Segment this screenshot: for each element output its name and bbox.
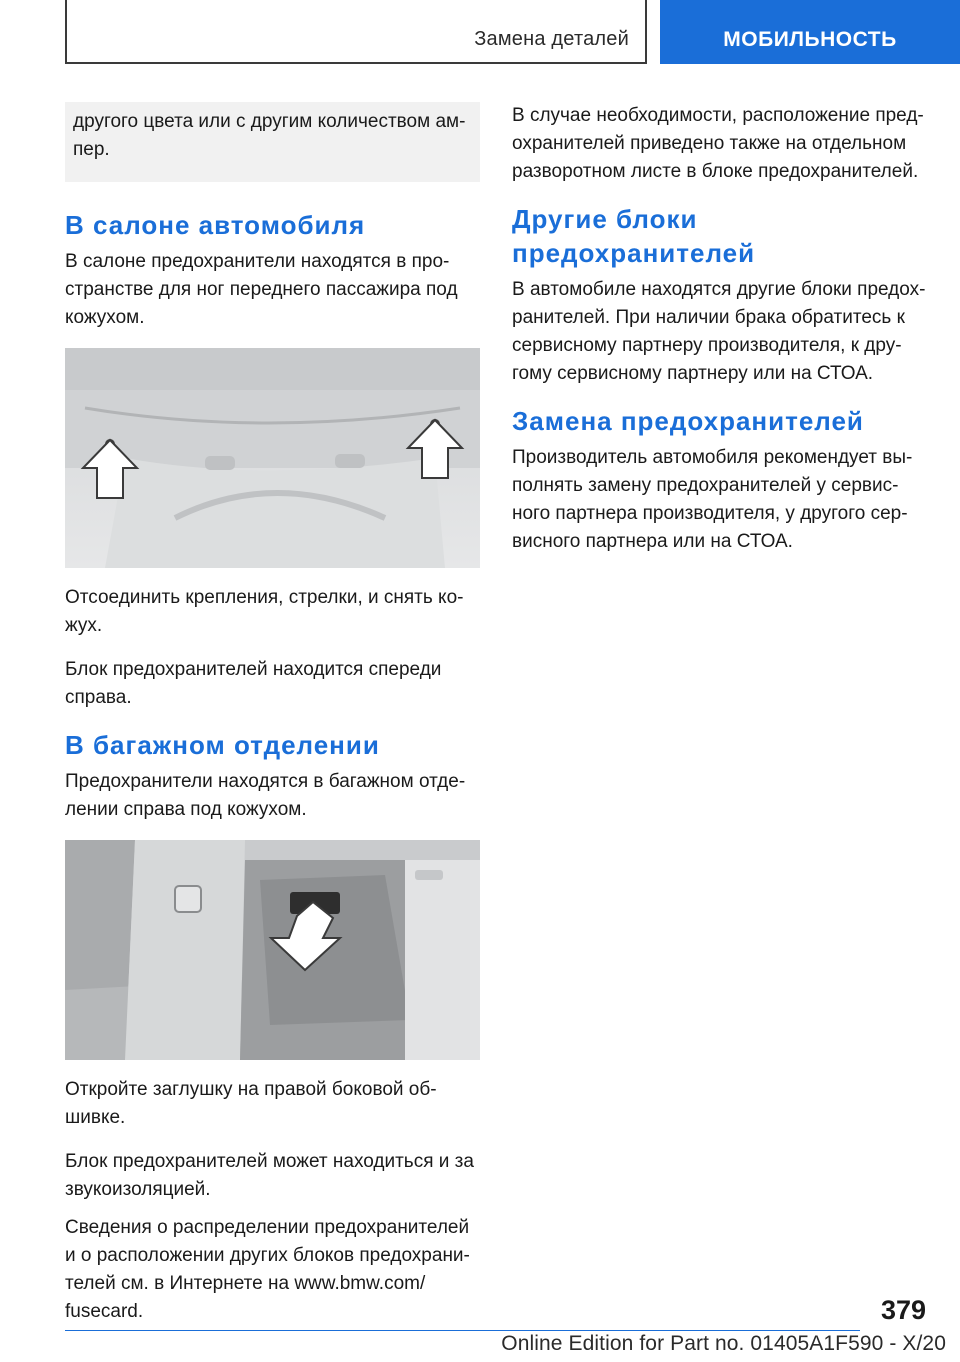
header-chapter-label: МОБИЛЬНОСТЬ xyxy=(723,28,897,51)
note-line: другого цвета или с другим количеством ам- xyxy=(73,111,466,132)
paragraph-fuse-location: Блок предохранителей находится спереди справа. xyxy=(65,659,442,708)
heading-trunk: В багажном отделении xyxy=(65,730,380,760)
caption-interior: Отсоединить крепления, стрелки, и снять ко- жух. xyxy=(65,587,464,636)
footer-edition: Online Edition for Part no. 01405A1F590 - X/20 xyxy=(501,1332,946,1355)
right-column xyxy=(512,102,927,572)
paragraph-trunk: Предохранители находятся в багажном отде- лении справа под кожухом. xyxy=(65,771,466,820)
heading-fuse-replacement: Замена предохранителей xyxy=(512,406,864,436)
paragraph-insulation: Блок предохранителей может находиться и за звукоизоляцией. xyxy=(65,1151,474,1200)
header-section-title: Замена деталей xyxy=(474,28,629,50)
page-number: 379 xyxy=(880,1295,926,1325)
left-column xyxy=(65,102,480,1342)
footer-divider xyxy=(65,1330,860,1331)
header-frame xyxy=(65,0,647,64)
paragraph-fold-out-sheet: В случае необходимости, расположение пред- охранителей приведено также на отдельном разворотном листе в блоке предохранителей. xyxy=(512,105,924,182)
paragraph-fusecard: Сведения о распределении предохранителей и о расположении других блоков предохрани- телей см. в Интернете на www.bmw.com/ fusecard. xyxy=(65,1217,470,1322)
note-box xyxy=(65,102,480,182)
header-chapter-tab xyxy=(660,0,960,64)
paragraph-other-fuse-boxes: В автомобиле находятся другие блоки предох- ранителей. При наличии брака обратитесь к сервисному партнеру производителя, к дру- гому сервисному партнеру или на СТОА. xyxy=(512,279,926,384)
paragraph-fuse-replacement: Производитель автомобиля рекомендует вы- полнять замену предохранителей у сервис- ного партнера производителя, у другого сер- висного партнера или на СТОА. xyxy=(512,447,913,552)
paragraph-interior: В салоне предохранители находятся в про- странстве для ног переднего пассажира под кожухом. xyxy=(65,251,458,328)
heading-other-fuse-boxes: Другие блоки предохранителей xyxy=(512,204,756,268)
caption-trunk: Откройте заглушку на правой боковой об- шивке. xyxy=(65,1079,437,1128)
photo-interior-cover xyxy=(65,348,480,568)
photo-trunk-panel xyxy=(65,840,480,1060)
note-line: пер. xyxy=(73,139,110,160)
heading-interior: В салоне автомобиля xyxy=(65,210,366,240)
